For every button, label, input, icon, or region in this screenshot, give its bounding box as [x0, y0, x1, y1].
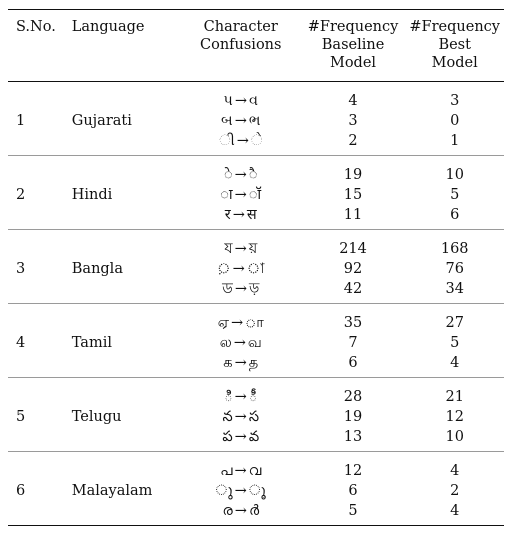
header-baseline-line3: Model	[329, 55, 377, 71]
confusion-source: ◌े	[224, 167, 233, 183]
cell-best-frequency	[405, 156, 504, 230]
baseline-value: 15	[343, 187, 363, 203]
confusion-source: ര	[222, 503, 233, 519]
baseline-value: 6	[348, 355, 358, 371]
header-sno	[8, 10, 68, 82]
table-row	[8, 452, 504, 526]
cell-confusions	[181, 304, 301, 378]
header-language-text: Language	[71, 19, 145, 35]
table-row	[8, 156, 504, 230]
confusion-pair	[185, 111, 297, 131]
best-value: 10	[445, 429, 464, 445]
baseline-value: 5	[348, 503, 358, 519]
confusion-target: வ	[247, 335, 262, 351]
table-body	[8, 82, 504, 526]
confusion-source: ல	[219, 335, 232, 351]
confusion-pair	[185, 333, 297, 353]
confusion-target: ◌ీ	[248, 389, 258, 405]
confusion-pair	[185, 427, 297, 447]
cell-language: Tamil	[71, 335, 112, 351]
confusion-source: ◌ു	[215, 483, 233, 499]
cell-language: Hindi	[71, 187, 113, 203]
cell-baseline-frequency	[301, 82, 406, 156]
confusion-pair	[185, 313, 297, 333]
arrow-right-icon: →	[234, 241, 247, 257]
confusion-source: ◌ి	[224, 389, 233, 405]
confusion-source: ஏ	[217, 315, 229, 331]
cell-best-frequency	[405, 378, 504, 452]
confusion-pair	[185, 205, 297, 225]
baseline-value: 42	[343, 281, 363, 297]
best-value: 10	[445, 167, 464, 183]
cell-baseline-frequency	[301, 156, 406, 230]
confusion-source: க	[223, 355, 233, 371]
confusion-pair	[185, 387, 297, 407]
character-confusion-table	[8, 9, 504, 526]
confusion-target: ർ	[248, 503, 260, 519]
header-confusions-line1: Character	[203, 19, 278, 35]
confusion-pair	[185, 353, 297, 373]
confusion-target: ◌ൂ	[248, 483, 266, 499]
baseline-value: 11	[343, 207, 363, 223]
confusion-source: પ	[223, 93, 233, 109]
cell-baseline-frequency	[301, 304, 406, 378]
best-value: 6	[450, 207, 460, 223]
cell-language: Malayalam	[71, 483, 153, 499]
header-sno-text: S.No.	[16, 19, 56, 35]
confusion-source: ◌ી	[219, 133, 235, 149]
table-row	[8, 378, 504, 452]
confusion-target: స	[248, 409, 259, 425]
cell-sno: 4	[16, 335, 26, 351]
confusion-source: ◌ा	[220, 187, 233, 203]
baseline-value: 28	[343, 389, 363, 405]
cell-confusions	[181, 156, 301, 230]
header-row	[8, 10, 504, 82]
best-value: 4	[450, 463, 460, 479]
best-value: 27	[445, 315, 464, 331]
arrow-right-icon: →	[234, 463, 247, 479]
confusion-pair	[185, 259, 297, 279]
confusion-source: ◌়	[216, 261, 231, 277]
best-value: 168	[440, 241, 469, 257]
confusion-source: న	[222, 409, 233, 425]
cell-confusions	[181, 452, 301, 526]
confusion-source: য	[224, 241, 233, 257]
best-value: 12	[445, 409, 464, 425]
arrow-right-icon: →	[234, 483, 247, 499]
header-baseline	[301, 10, 406, 82]
arrow-right-icon: →	[236, 133, 249, 149]
table-row	[8, 304, 504, 378]
baseline-value: 92	[343, 261, 363, 277]
baseline-value: 2	[348, 133, 358, 149]
baseline-value: 13	[343, 429, 363, 445]
cell-baseline-frequency	[301, 452, 406, 526]
cell-best-frequency	[405, 452, 504, 526]
baseline-value: 214	[339, 241, 367, 257]
cell-sno: 3	[16, 261, 26, 277]
cell-best-frequency	[405, 230, 504, 304]
arrow-right-icon: →	[233, 335, 246, 351]
arrow-right-icon: →	[234, 167, 247, 183]
arrow-right-icon: →	[234, 503, 247, 519]
baseline-value: 3	[348, 113, 358, 129]
best-value: 0	[450, 113, 460, 129]
cell-sno: 2	[16, 187, 26, 203]
confusion-target: વ	[249, 93, 259, 109]
confusion-source: ప	[222, 429, 233, 445]
cell-language: Telugu	[71, 409, 122, 425]
arrow-right-icon: →	[234, 113, 247, 129]
header-confusions-line2: Confusions	[200, 37, 282, 53]
cell-language: Bangla	[71, 261, 123, 277]
table-header	[8, 10, 504, 82]
confusion-target: ড়	[248, 281, 260, 297]
best-value: 76	[445, 261, 464, 277]
header-language	[68, 10, 181, 82]
cell-best-frequency	[405, 304, 504, 378]
arrow-right-icon: →	[230, 315, 244, 331]
cell-language: Gujarati	[71, 113, 132, 129]
confusion-pair	[185, 279, 297, 299]
arrow-right-icon: →	[232, 261, 245, 277]
cell-baseline-frequency	[301, 230, 406, 304]
arrow-right-icon: →	[234, 187, 247, 203]
confusion-target: ◌ै	[248, 167, 258, 183]
header-best	[405, 10, 504, 82]
best-value: 3	[450, 93, 460, 109]
arrow-right-icon: →	[234, 281, 247, 297]
confusion-pair	[185, 91, 297, 111]
confusion-target: য়	[248, 241, 258, 257]
best-value: 4	[450, 355, 460, 371]
header-baseline-line1: #Frequency	[307, 19, 399, 35]
confusion-pair	[185, 481, 297, 501]
baseline-value: 4	[348, 93, 358, 109]
arrow-right-icon: →	[234, 93, 247, 109]
baseline-value: 35	[343, 315, 363, 331]
baseline-value: 12	[343, 463, 363, 479]
arrow-right-icon: →	[232, 207, 245, 223]
table-row	[8, 230, 504, 304]
best-value: 5	[450, 335, 460, 351]
cell-baseline-frequency	[301, 378, 406, 452]
confusion-target: ◌ॉ	[248, 187, 262, 203]
confusion-target: த	[248, 355, 259, 371]
arrow-right-icon: →	[234, 409, 247, 425]
header-best-line3: Model	[431, 55, 478, 71]
confusion-pair	[185, 461, 297, 481]
cell-sno: 6	[16, 483, 26, 499]
confusion-target: ભ	[248, 113, 261, 129]
cell-confusions	[181, 230, 301, 304]
cell-sno: 5	[16, 409, 26, 425]
cell-confusions	[181, 378, 301, 452]
cell-best-frequency	[405, 82, 504, 156]
cell-sno: 1	[16, 113, 26, 129]
confusion-target: ◌ે	[250, 133, 263, 149]
header-best-line1: #Frequency	[409, 19, 500, 35]
confusion-source: ড	[222, 281, 233, 297]
confusion-target: स	[246, 207, 257, 223]
table-row	[8, 82, 504, 156]
confusion-target: ◌া	[246, 261, 265, 277]
header-baseline-line2: Baseline	[321, 37, 385, 53]
arrow-right-icon: →	[234, 355, 247, 371]
confusion-source: બ	[221, 113, 233, 129]
baseline-value: 19	[343, 167, 363, 183]
confusion-pair	[185, 165, 297, 185]
confusion-source: र	[224, 207, 231, 223]
best-value: 4	[450, 503, 460, 519]
confusion-pair	[185, 407, 297, 427]
confusion-source: പ	[220, 463, 233, 479]
arrow-right-icon: →	[234, 389, 247, 405]
confusion-pair	[185, 501, 297, 521]
cell-confusions	[181, 82, 301, 156]
arrow-right-icon: →	[234, 429, 247, 445]
baseline-value: 19	[343, 409, 363, 425]
confusion-pair	[185, 239, 297, 259]
best-value: 5	[450, 187, 460, 203]
best-value: 1	[450, 133, 460, 149]
header-best-line2: Best	[438, 37, 471, 53]
best-value: 21	[445, 389, 464, 405]
baseline-value: 6	[348, 483, 358, 499]
confusion-pair	[185, 131, 297, 151]
best-value: 2	[450, 483, 460, 499]
best-value: 34	[445, 281, 464, 297]
confusion-target: ◌ா	[245, 315, 264, 331]
baseline-value: 7	[348, 335, 358, 351]
confusion-pair	[185, 185, 297, 205]
header-confusions	[181, 10, 301, 82]
confusion-target: വ	[248, 463, 262, 479]
confusion-target: వ	[248, 429, 260, 445]
